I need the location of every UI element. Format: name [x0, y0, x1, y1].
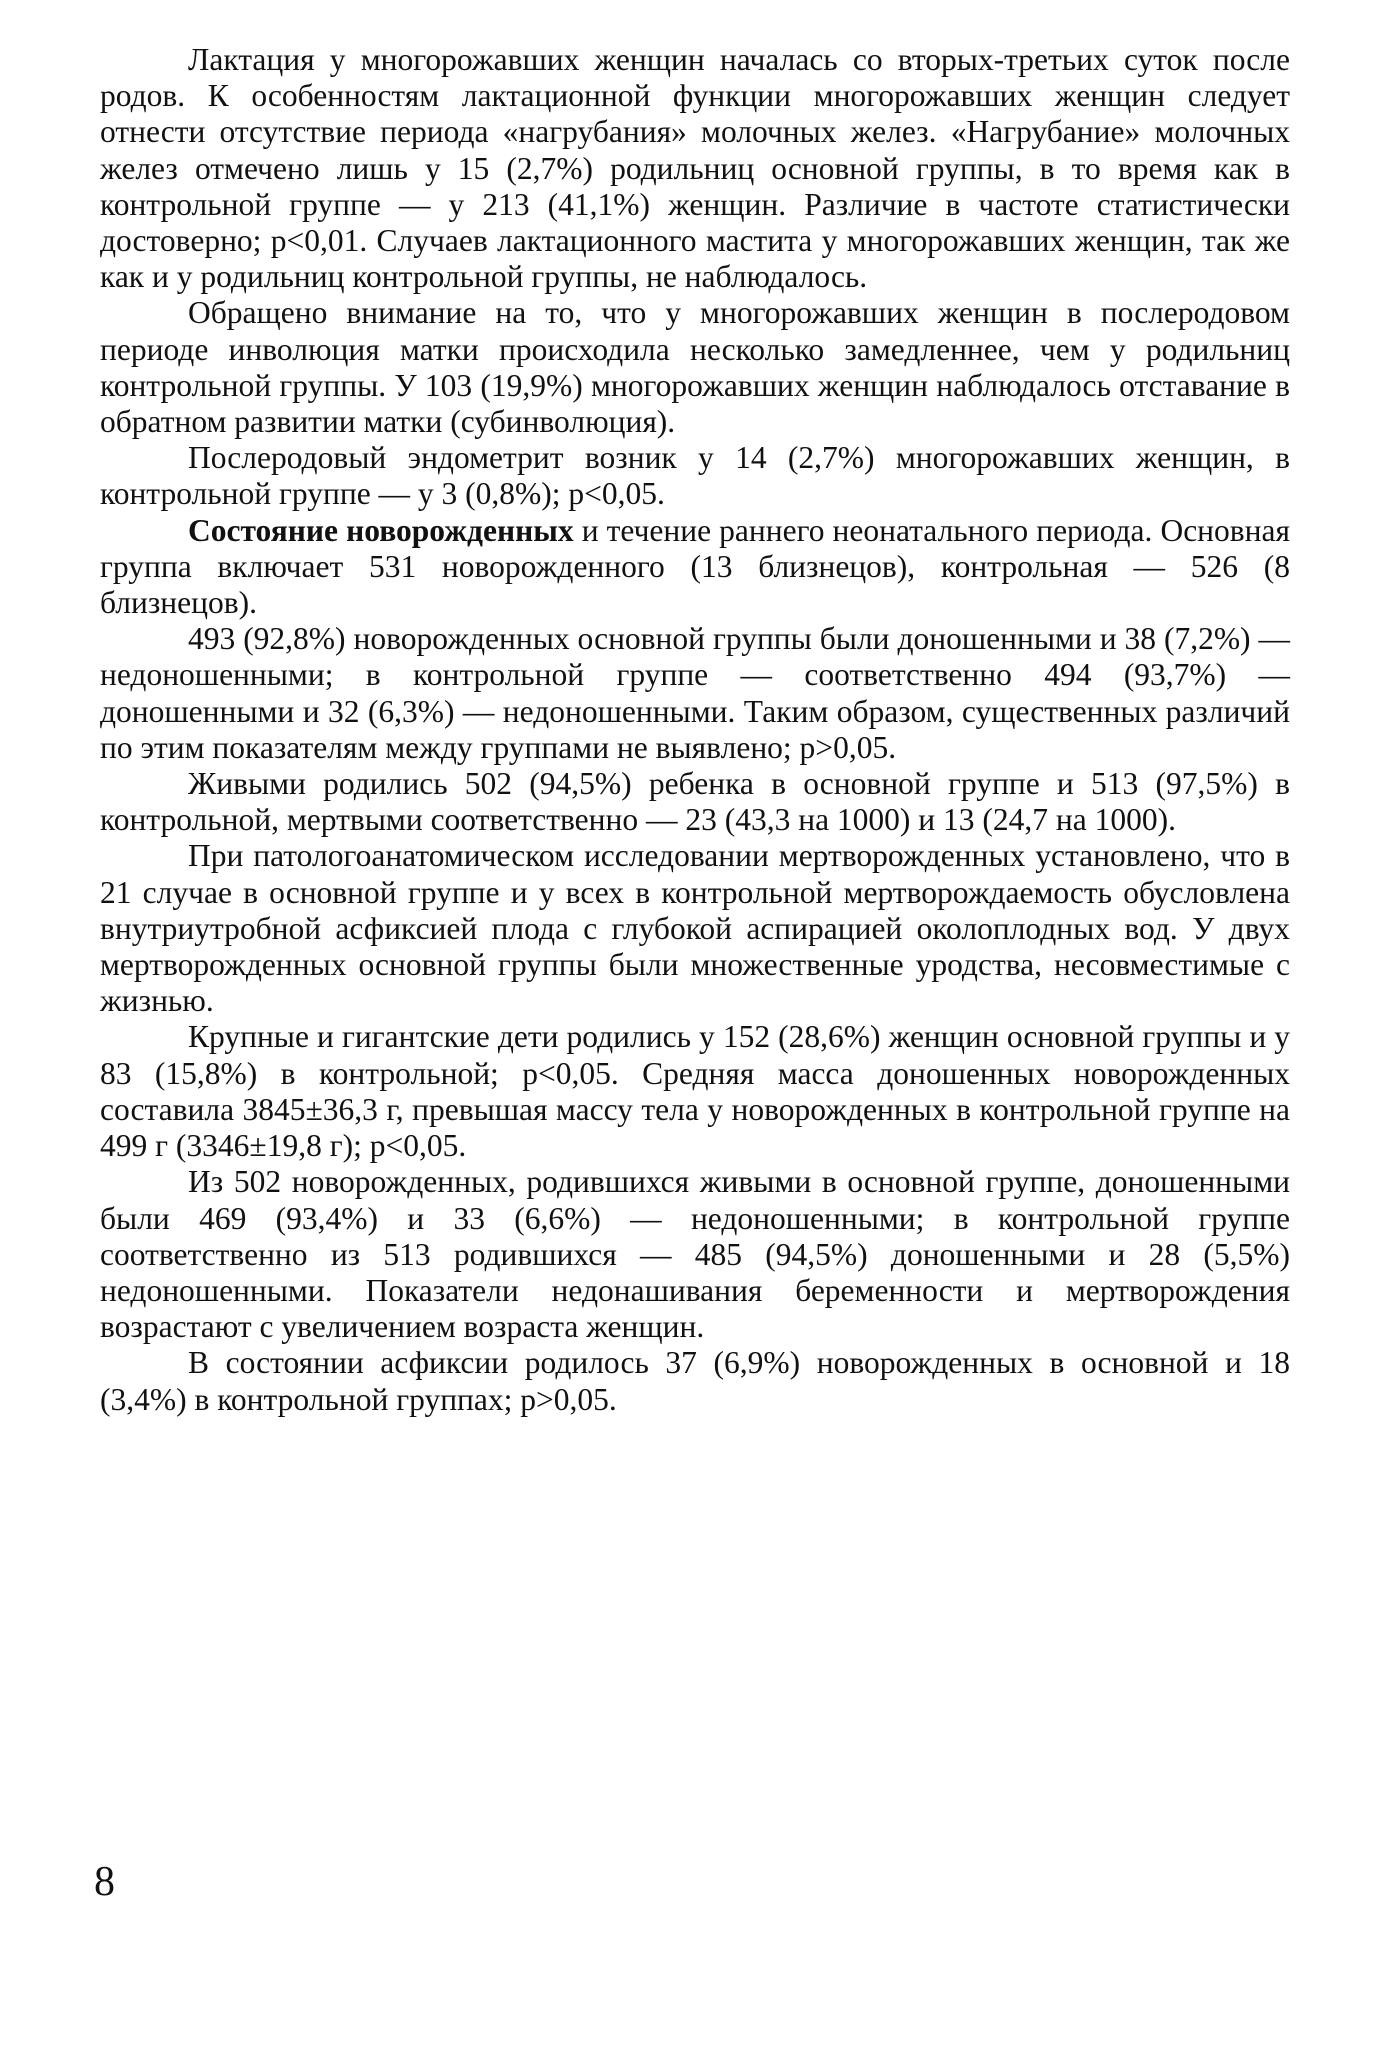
paragraph-asphyxia: [100, 1345, 1290, 1417]
paragraph-text: Обращено внимание на то, что у многорожавших женщин в послеродовом периоде инволюция матки происходила несколько замедленнее, чем у родильниц контрольной группы. У 103 (19,9%) многорожавших женщин наблюдалось отставание в обратном развитии матки (субинволюция).: [100, 295, 1290, 440]
page-body: [100, 42, 1290, 1418]
paragraph-live-births: [100, 766, 1290, 838]
paragraph-text: и течение раннего неонатального периода. Основная группа включает 531 новорожденного (13 близнецов), контрольная — 526 (8 близнецов).: [100, 512, 1290, 621]
paragraph-text: В состоянии асфиксии родилось 37 (6,9%) новорожденных в основной и 18 (3,4%) в контрольной группах; р>0,05.: [100, 1345, 1290, 1417]
paragraph-newborn-state: [100, 513, 1290, 622]
section-heading: Состояние новорожденных: [188, 512, 574, 548]
paragraph-large-children: [100, 1019, 1290, 1164]
paragraph-text: При патологоанатомическом исследовании мертворожденных установлено, что в 21 случае в основной группе и у всех в контрольной мертворождаемость обусловлена внутриутробной асфиксией плода с глубокой аспирацией околоплодных вод. У двух мертворожденных основной группы были множественные уродства, несовместимые с жизнью.: [100, 838, 1290, 1019]
paragraph-term-live: [100, 1164, 1290, 1345]
paragraph-text: Послеродовый эндометрит возник у 14 (2,7%) многорожавших женщин, в контрольной группе — у 3 (0,8%); р<0,05.: [100, 440, 1290, 512]
paragraph-term-births: [100, 621, 1290, 766]
page-number: 8: [94, 1859, 115, 1905]
paragraph-text: Из 502 новорожденных, родившихся живыми в основной группе, доношенными были 469 (93,4%) и 33 (6,6%) — недоношенными; в контрольной группе соответственно из 513 родившихся — 485 (94,5%) доношенными и 28 (5,5%) недоношенными. Показатели недонашивания беременности и мертворождения возрастают с увеличением возраста женщин.: [100, 1164, 1290, 1345]
paragraph-text: Лактация у многорожавших женщин началась со вторых-третьих суток после родов. К особенностям лактационной функции многорожавших женщин следует отнести отсутствие периода «нагрубания» молочных желез. «Нагрубание» молочных желез отмечено лишь у 15 (2,7%) родильниц основной группы, в то время как в контрольной группе — у 213 (41,1%) женщин. Различие в частоте статистически достоверно; р<0,01. Случаев лактационного мастита у многорожавших женщин, так же как и у родильниц контрольной группы, не наблюдалось.: [100, 42, 1290, 295]
paragraph-stillbirths: [100, 838, 1290, 1019]
paragraph-lactation: [100, 42, 1290, 295]
paragraph-text: Крупные и гигантские дети родились у 152 (28,6%) женщин основной группы и у 83 (15,8%) в контрольной; р<0,05. Средняя масса доношенных новорожденных составила 3845±36,3 г, превышая массу тела у новорожденных в контрольной группе на 499 г (3346±19,8 г); р<0,05.: [100, 1019, 1290, 1164]
paragraph-text: Живыми родились 502 (94,5%) ребенка в основной группе и 513 (97,5%) в контрольной, мертвыми соответственно — 23 (43,3 на 1000) и 13 (24,7 на 1000).: [100, 766, 1290, 838]
paragraph-text: 493 (92,8%) новорожденных основной группы были доношенными и 38 (7,2%) — недоношенными; в контрольной группе — соответственно 494 (93,7%) — доношенными и 32 (6,3%) — недоношенными. Таким образом, существенных различий по этим показателям между группами не выявлено; р>0,05.: [100, 621, 1290, 765]
paragraph-involution: [100, 295, 1290, 440]
paragraph-endometritis: [100, 440, 1290, 512]
